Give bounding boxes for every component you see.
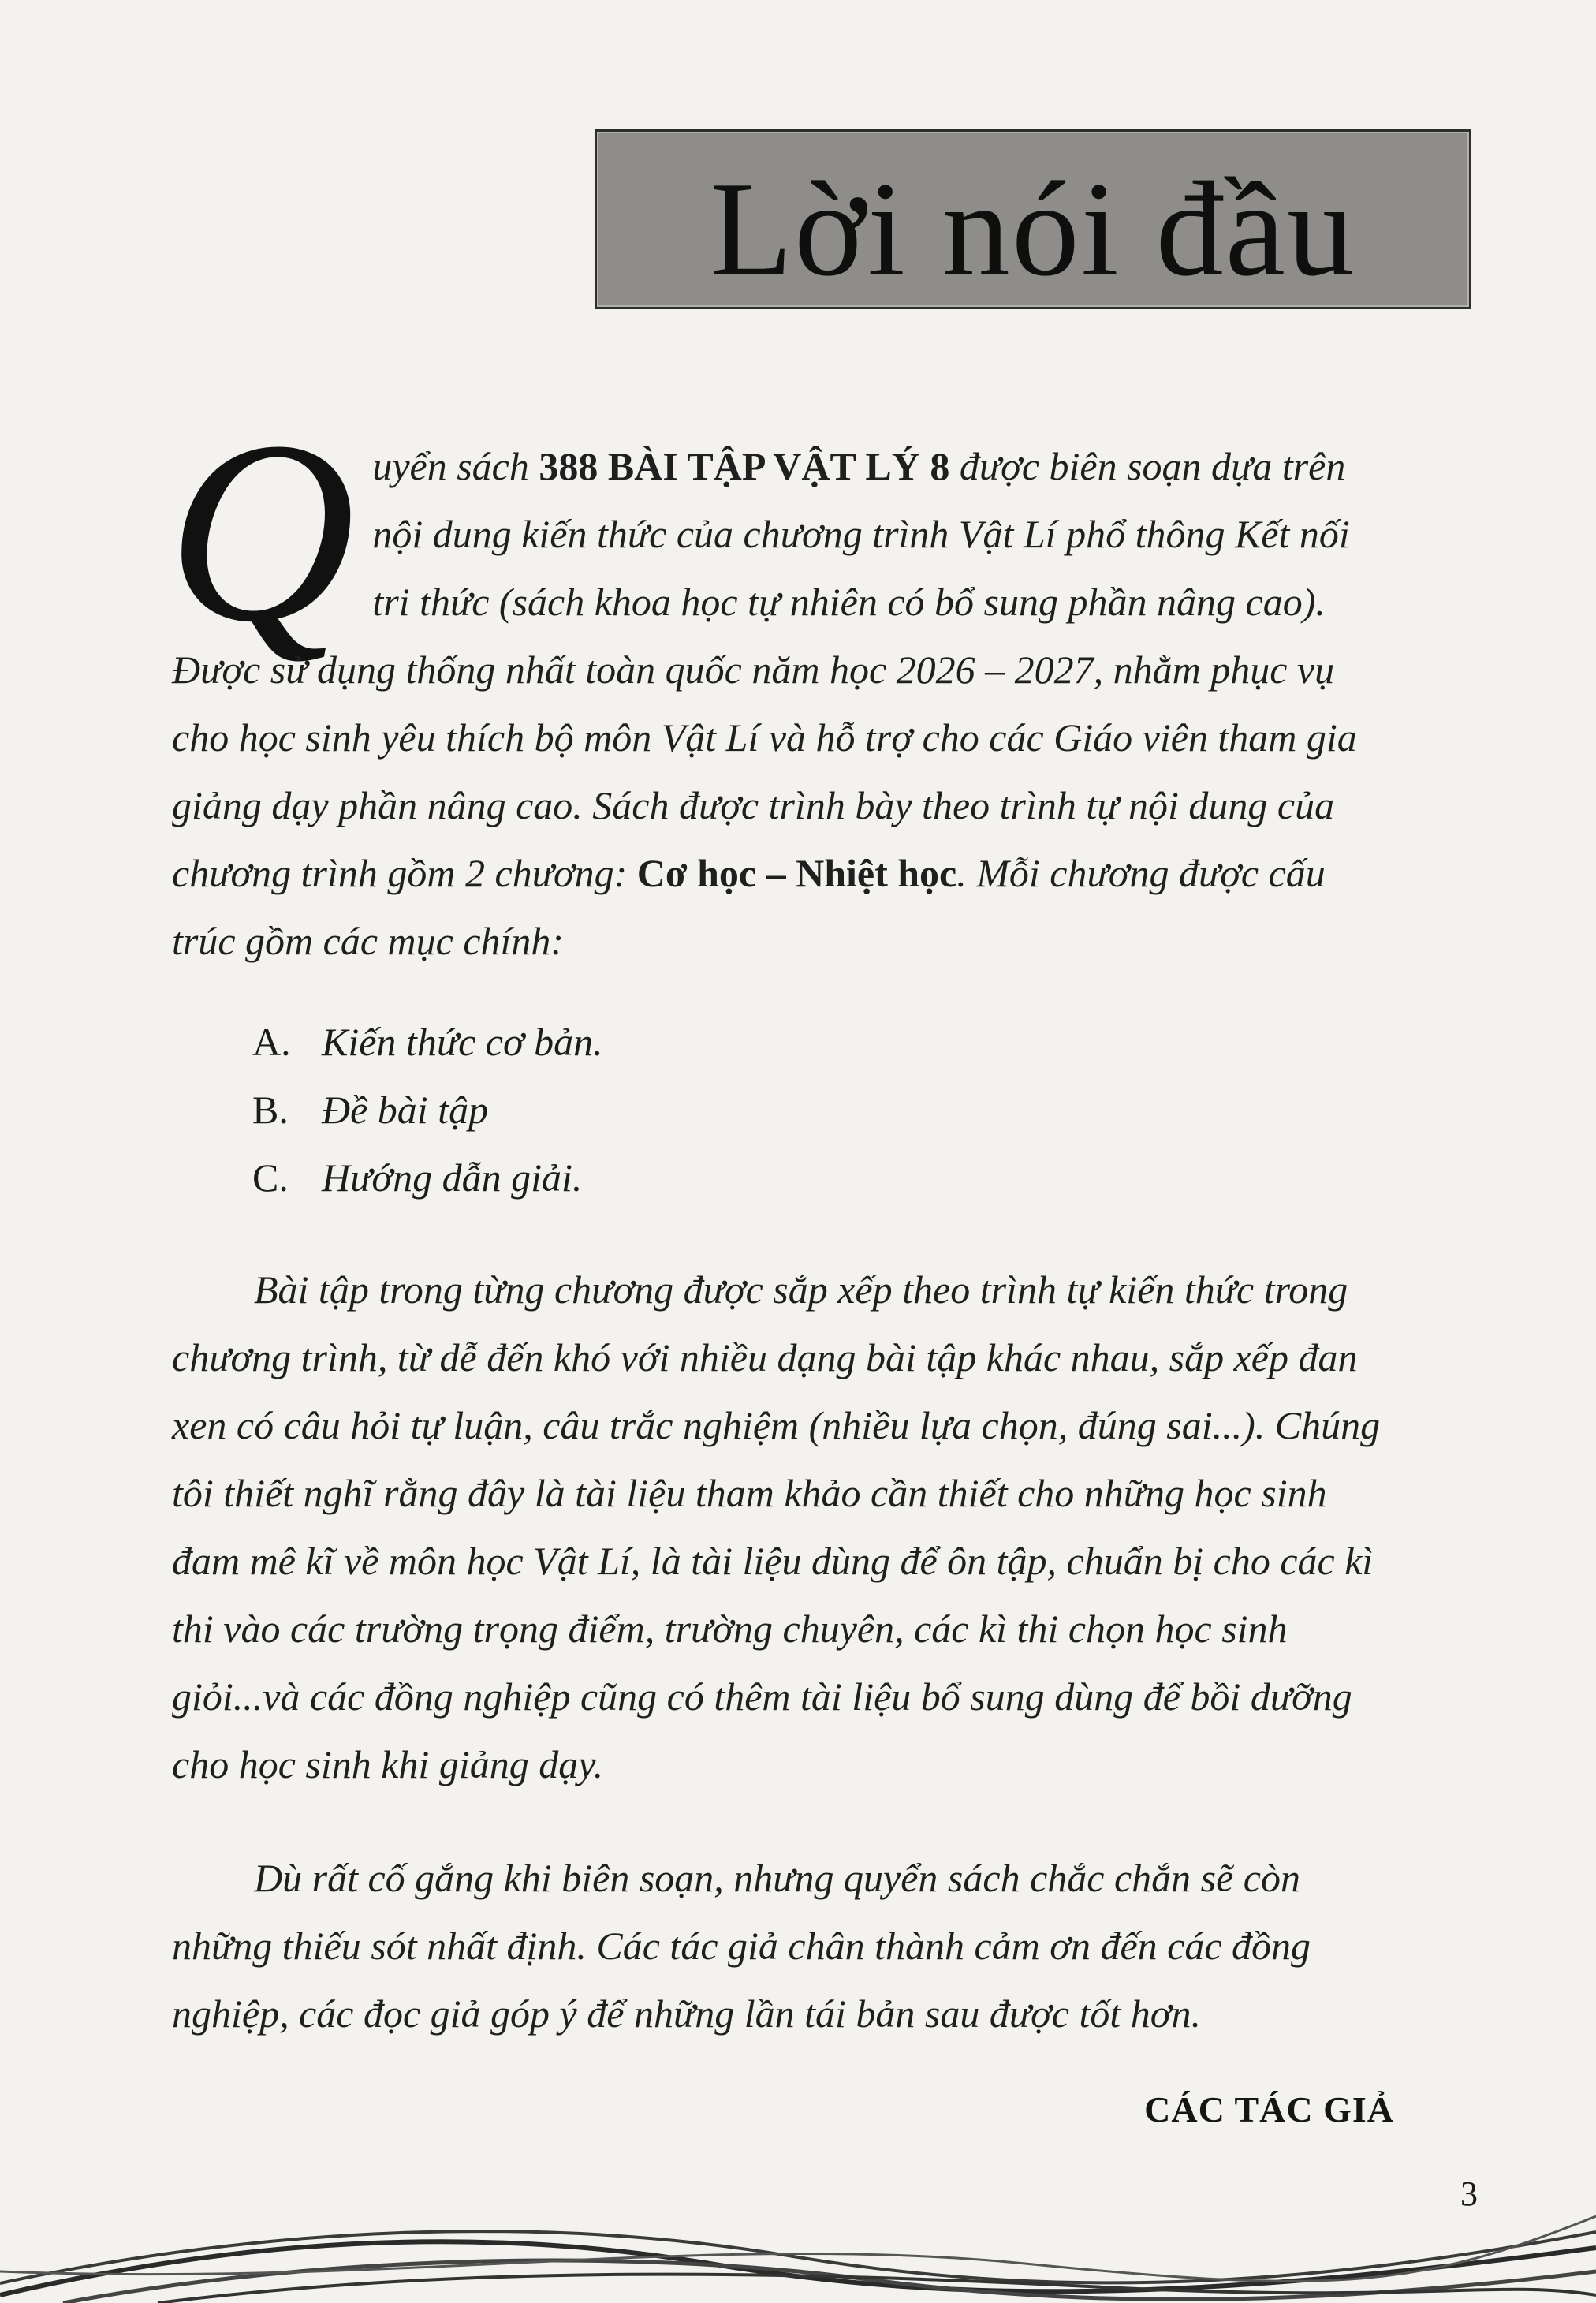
- section-list: [252, 1008, 603, 1211]
- list-item: [252, 1076, 603, 1144]
- list-label: Hướng dẫn giải.: [322, 1155, 583, 1200]
- list-marker: A.: [252, 1020, 291, 1064]
- chapters-title: Cơ học – Nhiệt học: [636, 851, 957, 895]
- page-title: Lời nói đầu: [710, 155, 1356, 304]
- decorative-swirl-footer: [0, 2208, 1596, 2303]
- list-label: Đề bài tập: [322, 1088, 489, 1132]
- drop-cap: Q: [167, 388, 356, 676]
- intro-text-end: . Mỗi chương được cấu trúc gồm các mục chính:: [172, 851, 1326, 963]
- intro-text-start: uyển sách: [372, 444, 539, 488]
- list-marker: C.: [252, 1155, 289, 1200]
- title-banner: [595, 129, 1471, 309]
- book-title: 388 BÀI TẬP VẬT LÝ 8: [539, 444, 950, 488]
- list-label: Kiến thức cơ bản.: [322, 1020, 603, 1064]
- author-signature: CÁC TÁC GIẢ: [1144, 2089, 1394, 2129]
- page-number: 3: [1460, 2174, 1478, 2213]
- list-item: [252, 1008, 603, 1076]
- list-marker: B.: [252, 1088, 289, 1132]
- body-paragraph-exercises: Bài tập trong từng chương được sắp xếp theo trình tự kiến thức trong chương trình, từ dễ đến khó với nhiều dạng bài tập khác nhau, sắp xếp đan xen có câu hỏi tự luận, câu trắc nghiệm (nhiều lựa chọn, đúng sai...). Chúng tôi thiết nghĩ rằng đây là tài liệu tham khảo cần thiết cho những học sinh đam mê kĩ về môn học Vật Lí, là tài liệu dùng để ôn tập, chuẩn bị cho các kì thi vào các trường trọng điểm, trường chuyên, các kì thi chọn học sinh giỏi...và các đồng nghiệp cũng có thêm tài liệu bổ sung dùng để bồi dưỡng cho học sinh khi giảng dạy.: [172, 1267, 1381, 1786]
- list-item: [252, 1144, 603, 1211]
- intro-paragraph: [167, 388, 1394, 975]
- intro-text-middle: được biên soạn dựa trên nội dung kiến thức của chương trình Vật Lí phổ thông Kết nối tri thức (sách khoa học tự nhiên có bổ sung phần nâng cao). Được sử dụng thống nhất toàn quốc năm học 2026 – 2027, nhằm phục vụ cho học sinh yêu thích bộ môn Vật Lí và hỗ trợ cho các Giáo viên tham gia giảng dạy phần nâng cao. Sách được trình bày theo trình tự nội dung của chương trình gồm 2 chương:: [172, 444, 1357, 895]
- body-paragraph-thanks: Dù rất cố gắng khi biên soạn, nhưng quyển sách chắc chắn sẽ còn những thiếu sót nhất định. Các tác giả chân thành cảm ơn đến các đồng nghiệp, các đọc giả góp ý để những lần tái bản sau được tốt hơn.: [172, 1856, 1311, 2036]
